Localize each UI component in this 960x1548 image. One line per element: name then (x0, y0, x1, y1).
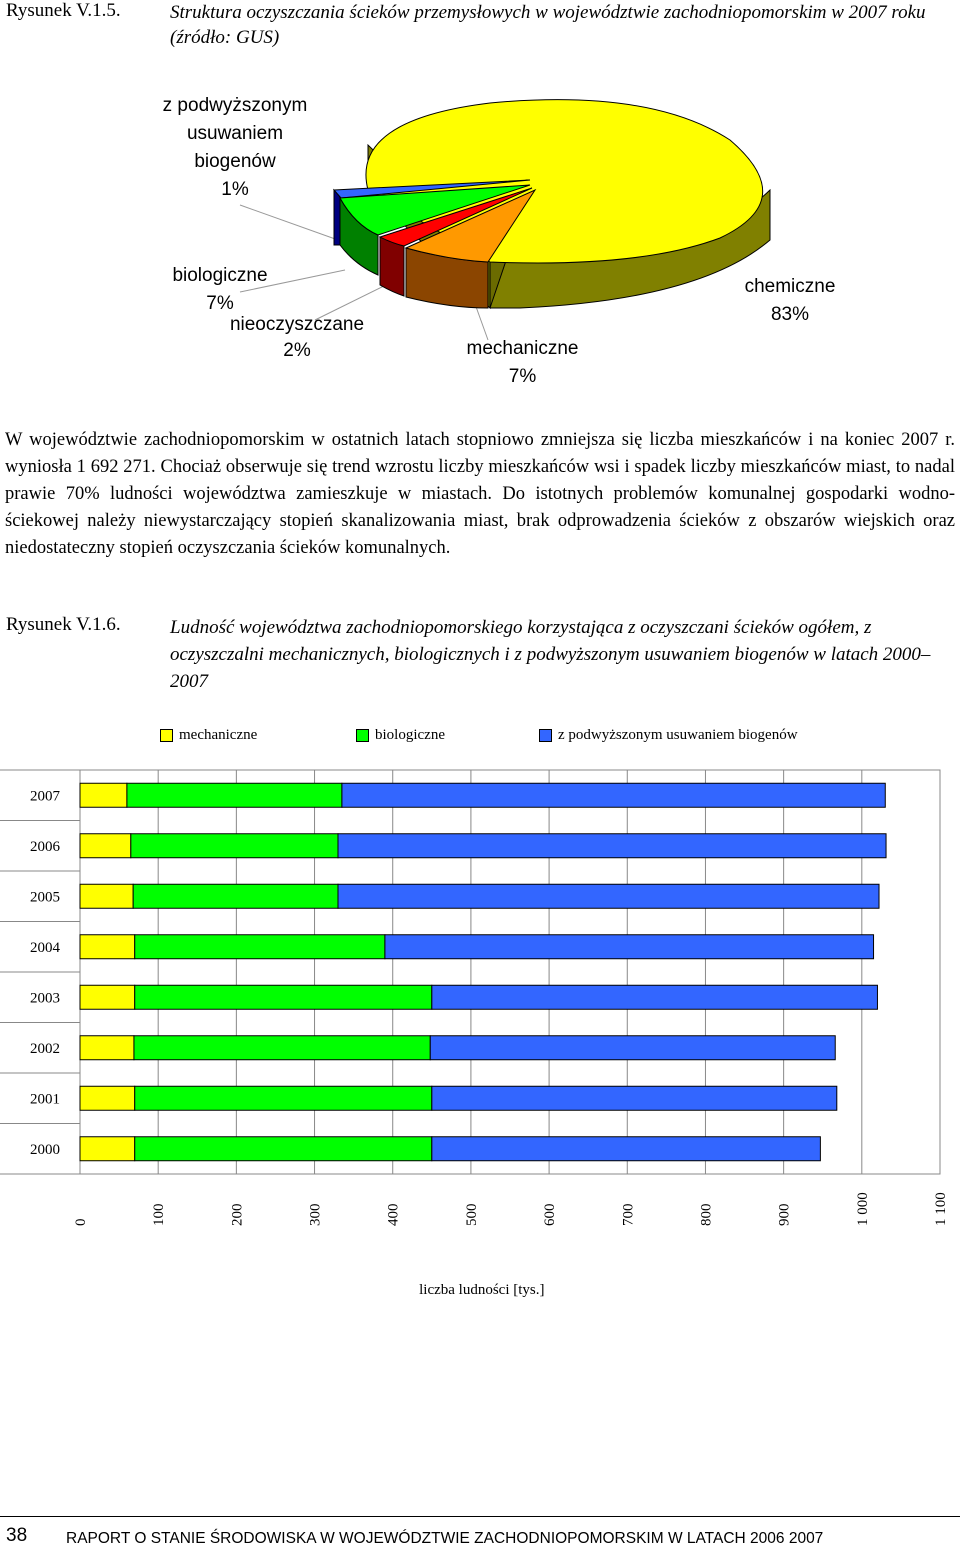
pie-label-nieoczyszczane (222, 312, 372, 364)
pie-label-biogen-line2: usuwaniem (186, 123, 284, 144)
bar-mechaniczne-2006 (80, 834, 131, 858)
legend-biologiczne (356, 727, 445, 744)
x-tick-label: 1 000 (854, 1192, 871, 1226)
figure6-title: Ludność województwa zachodniopomorskiego korzystająca z oczyszczani ścieków ogółem, z oczyszczalni mechanicznych, biologicznych i z podwyższonym usuwaniem biogenów w latach 2000–2007 (170, 617, 931, 692)
y-tick-label: 2003 (30, 990, 60, 1007)
figure5-title: Struktura oczyszczania ścieków przemysłowych w województwie zachodniopomorskim w 2007 roku (źródło: GUS) (170, 2, 926, 48)
bar-biologiczne-2004 (135, 935, 385, 959)
x-tick-label: 1 100 (933, 1192, 949, 1226)
figure6-label: Rysunek V.1.6. (6, 614, 121, 635)
bar-biogen-2005 (338, 884, 879, 908)
legend-biogen (539, 727, 798, 744)
pie-label-biogen-line1: z podwyższonym (162, 95, 308, 116)
figure5-label: Rysunek V.1.5. (6, 0, 121, 21)
bar-mechaniczne-2003 (80, 985, 135, 1009)
bar-biologiczne-2003 (135, 985, 432, 1009)
pie-label-bio-pct: 7% (206, 293, 234, 314)
pie-slice-nieoczyszczane-side (380, 237, 404, 296)
x-tick-label: 900 (776, 1203, 793, 1226)
x-tick-label: 300 (307, 1203, 324, 1226)
x-tick-label: 700 (620, 1203, 637, 1226)
pie-label-biogen (150, 92, 320, 204)
bar-biologiczne-2006 (131, 834, 338, 858)
bar-mechaniczne-2000 (80, 1137, 135, 1161)
pie-label-mech-name: mechaniczne (466, 338, 579, 359)
bar-biologiczne-2001 (135, 1086, 432, 1110)
x-tick-label: 500 (463, 1203, 480, 1226)
leader-biogen (240, 205, 338, 240)
pie-label-biologiczne (160, 262, 280, 318)
x-axis-label: liczba ludności [tys.] (419, 1282, 545, 1298)
bar-biogen-2001 (432, 1086, 837, 1110)
legend-swatch-mechaniczne (160, 729, 173, 742)
bar-mechaniczne-2004 (80, 935, 135, 959)
pie-label-nieocz-name: nieoczyszczane (229, 314, 365, 335)
legend-mechaniczne (160, 727, 257, 744)
y-tick-label: 2006 (30, 838, 60, 855)
bar-biologiczne-2002 (134, 1036, 430, 1060)
pie-label-chemiczne (735, 273, 845, 329)
x-tick-label: 400 (385, 1203, 402, 1226)
footer-rule (0, 1516, 960, 1517)
x-tick-label: 0 (73, 1218, 89, 1226)
bar-biologiczne-2007 (127, 783, 342, 807)
legend-swatch-biologiczne (356, 729, 369, 742)
x-tick-label: 600 (542, 1203, 559, 1226)
bar-mechaniczne-2007 (80, 783, 127, 807)
bar-biogen-2007 (342, 783, 885, 807)
y-tick-label: 2001 (30, 1091, 60, 1108)
legend-label-biologiczne: biologiczne (375, 727, 445, 743)
bar-biogen-2000 (432, 1137, 821, 1161)
y-tick-label: 2002 (30, 1040, 60, 1057)
plot-area (80, 770, 940, 1174)
bar-biogen-2006 (338, 834, 886, 858)
pie-label-biogen-pct: 1% (221, 179, 249, 200)
bar-biologiczne-2005 (133, 884, 338, 908)
pie-label-bio-name: biologiczne (172, 265, 268, 286)
pie-label-nieocz-pct: 2% (283, 340, 311, 361)
bar-mechaniczne-2005 (80, 884, 133, 908)
legend-swatch-biogen (539, 729, 552, 742)
bar-biogen-2002 (430, 1036, 835, 1060)
y-tick-label: 2005 (30, 889, 60, 906)
bar-chart (0, 760, 960, 1298)
pie-label-mech-pct: 7% (508, 366, 537, 387)
bar-mechaniczne-2001 (80, 1086, 135, 1110)
x-tick-label: 200 (229, 1203, 246, 1226)
footer-text: RAPORT O STANIE ŚRODOWISKA W WOJEWÓDZTWIE ZACHODNIOPOMORSKIM W LATACH 2006 2007 (66, 1530, 824, 1547)
bar-biologiczne-2000 (135, 1137, 432, 1161)
y-tick-label: 2007 (30, 788, 60, 805)
pie-label-chem-name: chemiczne (744, 276, 836, 297)
pie-label-biogen-line3: biogenów (194, 151, 276, 172)
bar-biogen-2004 (385, 935, 874, 959)
pie-label-chem-pct: 83% (770, 304, 810, 325)
y-tick-label: 2004 (30, 939, 60, 956)
pie-label-mechaniczne (455, 335, 590, 391)
y-tick-label: 2000 (30, 1141, 60, 1158)
legend-label-biogen: z podwyższonym usuwaniem biogenów (558, 727, 798, 743)
footer-page-number: 38 (6, 1525, 28, 1546)
x-tick-label: 800 (698, 1203, 715, 1226)
body-paragraph: W województwie zachodniopomorskim w ostatnich latach stopniowo zmniejsza się liczba mieszkańców i na koniec 2007 r. wyniosła 1 692 271. Chociaż obserwuje się trend wzrostu liczby mieszkańców wsi i spadek liczby mieszkańców miast, to nadal prawie 70% ludności województwa zamieszkuje w miastach. Do istotnych problemów komunalnej gospodarki wodno-ściekowej należy niewystarczający stopień skanalizowania miast, brak odprowadzenia ścieków z obszarów wiejskich oraz niedostateczny stopień oczyszczania ścieków komunalnych. (5, 430, 955, 558)
bar-mechaniczne-2002 (80, 1036, 134, 1060)
bar-biogen-2003 (432, 985, 878, 1009)
legend-label-mechaniczne: mechaniczne (179, 727, 258, 743)
x-tick-label: 100 (151, 1203, 168, 1226)
